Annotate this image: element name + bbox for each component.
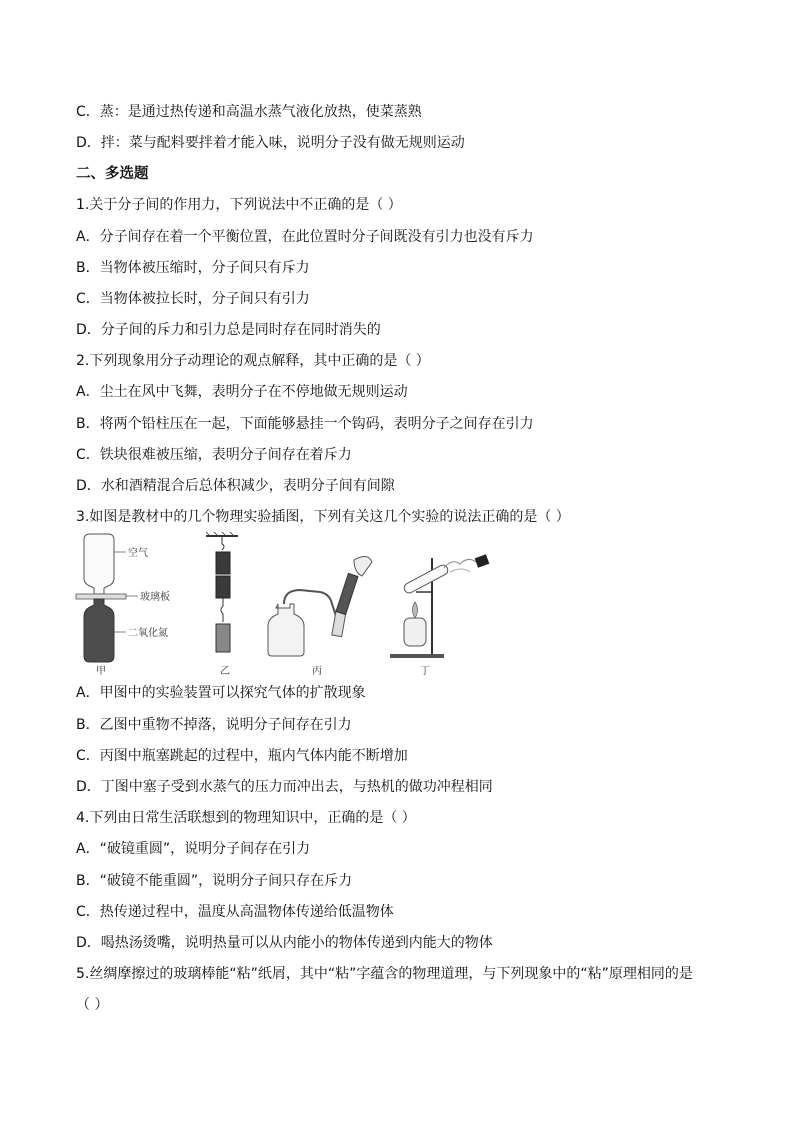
experiment-figures [72,532,512,680]
jia-air-label: 空气 [128,548,148,559]
q1-option-a: A．分子间存在着一个平衡位置，在此位置时分子间既没有引力也没有斥力 [76,229,534,245]
question-4: 4.下列由日常生活联想到的物理知识中，正确的是（ ） [76,810,416,826]
option-d-mix: D．拌：菜与配料要拌着才能入味，说明分子没有做无规则运动 [76,135,465,151]
question-5-paren: （ ） [76,997,109,1013]
q1-option-d: D．分子间的斥力和引力总是同时存在同时消失的 [76,322,381,338]
q1-option-c: C．当物体被拉长时，分子间只有引力 [76,291,310,307]
question-5: 5.丝绸摩擦过的玻璃棒能“粘”纸屑，其中“粘”字蕴含的物理道理，与下列现象中的“粘”原理相同的是 [76,966,693,982]
figure-jia [76,534,170,677]
q2-option-c: C．铁块很难被压缩，表明分子间存在着斥力 [76,447,352,463]
option-c-steam: C．蒸：是通过热传递和高温水蒸气液化放热，使菜蒸熟 [76,104,422,120]
q3-option-c: C．丙图中瓶塞跳起的过程中，瓶内气体内能不断增加 [76,748,408,764]
jia-gas-label: 二氧化氮 [128,628,168,639]
ding-caption: 丁 [420,666,430,677]
q3-option-a: A．甲图中的实验装置可以探究气体的扩散现象 [76,685,366,701]
question-3: 3.如图是教材中的几个物理实验插图，下列有关这几个实验的说法正确的是（ ） [76,509,570,525]
experiment-figures-svg [72,532,512,680]
q3-option-b: B．乙图中重物不掉落，说明分子间存在引力 [76,717,352,733]
question-1: 1.关于分子间的作用力，下列说法中不正确的是（ ） [76,197,402,213]
figure-bing [268,556,372,677]
yi-caption: 乙 [220,666,230,677]
section-heading: 二、多选题 [76,166,149,182]
q4-option-b: B．“破镜不能重圆”，说明分子间只存在斥力 [76,873,353,889]
q2-option-b: B．将两个铅柱压在一起，下面能够悬挂一个钩码，表明分子之间存在引力 [76,416,534,432]
q4-option-c: C．热传递过程中，温度从高温物体传递给低温物体 [76,904,394,920]
q4-option-a: A．“破镜重圆”，说明分子间存在引力 [76,841,311,857]
question-2: 2.下列现象用分子动理论的观点解释，其中正确的是（ ） [76,353,430,369]
q3-option-d: D．丁图中塞子受到水蒸气的压力而冲出去，与热机的做功冲程相同 [76,779,493,795]
q2-option-a: A．尘土在风中飞舞，表明分子在不停地做无规则运动 [76,384,408,400]
jia-caption: 甲 [96,666,106,677]
q4-option-d: D．喝热汤烫嘴，说明热量可以从内能小的物体传递到内能大的物体 [76,935,493,951]
figure-ding [390,554,489,677]
figure-yi [206,532,238,677]
q2-option-d: D．水和酒精混合后总体积减少，表明分子间有间隙 [76,478,395,494]
jia-glass-label: 玻璃板 [140,592,170,603]
q1-option-b: B．当物体被压缩时，分子间只有斥力 [76,260,310,276]
bing-caption: 丙 [312,666,322,677]
